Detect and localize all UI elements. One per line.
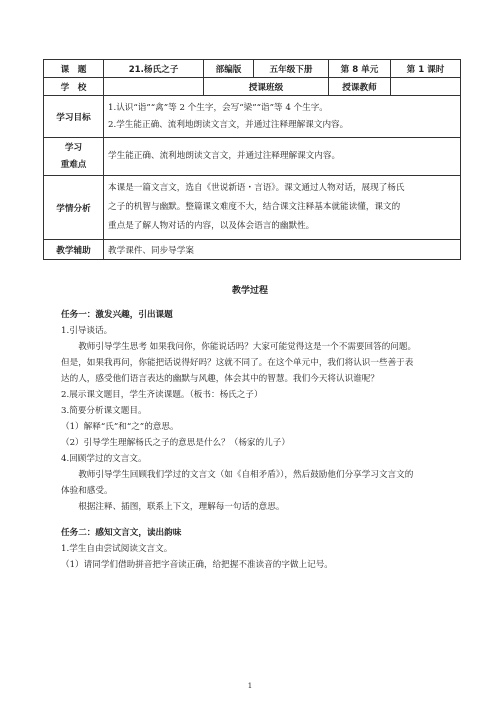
task1-line: 2.展示课文题目，学生齐读课题。（板书：杨氏之子） — [61, 390, 263, 400]
task1-line: 体验和感受。 — [61, 486, 113, 496]
focus-label — [44, 138, 104, 176]
focus-label-line1: 学习 — [64, 142, 83, 153]
task1-line: 4.回顾学过的文言文。 — [61, 454, 147, 464]
process-title: 教学过程 — [231, 286, 268, 296]
analysis-line: 本课是一篇文言文，选自《世说新语・言语》。课文通过人物对话，展现了杨氏 — [108, 183, 405, 193]
task2-title: 任务二：感知文言文，读出韵味 — [61, 528, 182, 538]
table-row — [44, 240, 461, 260]
task2-line: （1）请同学们借助拼音把字音读正确，给把握不准读音的字做上记号。 — [61, 560, 333, 570]
focus-label-line2: 重难点 — [60, 159, 87, 170]
task1-title: 任务一：激发兴趣，引出课题 — [61, 310, 173, 320]
focus-content: 学生能正确、流利地朗读文言文，并通过注释理解课文内容。 — [104, 138, 461, 176]
grade: 五年级下册 — [254, 60, 329, 78]
school-label: 学 校 — [44, 78, 104, 96]
analysis-content — [104, 176, 461, 240]
goals-label: 学习目标 — [44, 96, 104, 138]
goal-line: 2.学生能正确、流利地朗读文言文，并通过注释理解课文内容。 — [108, 119, 349, 130]
aids-label: 教学辅助 — [44, 240, 104, 260]
topic-value: 21.杨氏之子 — [104, 60, 204, 78]
task1-line: 教师引导学生思考 如果我问你，你能说话吗？大家可能觉得这是一个不需要回答的问题。 — [61, 342, 417, 352]
edition: 部编版 — [204, 60, 254, 78]
lesson-info-table — [43, 59, 461, 260]
task1-line: 达的人，感受他们语言表达的幽默与风趣，体会其中的智慧。我们今天将认识谁呢？ — [61, 374, 379, 384]
school-value — [104, 78, 204, 96]
table-row — [44, 78, 461, 96]
analysis-line: 重点是了解人物对话的内容，以及体会语言的幽默性。 — [108, 221, 315, 231]
task1-line: （1）解释“氏”和“之”的意思。 — [61, 422, 179, 432]
teacher-label: 授课教师 — [329, 78, 391, 96]
table-row — [44, 138, 461, 176]
goals-content — [104, 96, 461, 138]
task1-line: 根据注释、插图，联系上下文，理解每一句话的意思。 — [61, 502, 285, 512]
table-row — [44, 96, 461, 138]
period: 第 1 课时 — [391, 60, 461, 78]
task1-line: 教师引导学生回顾我们学过的文言文（如《自相矛盾》），然后鼓励他们分享学习文言文的 — [61, 470, 414, 480]
task2-line: 1.学生自由尝试阅读文言文。 — [61, 544, 173, 554]
class-label: 授课班级 — [204, 78, 329, 96]
task1-line: 3.简要分析课文题目。 — [61, 406, 147, 416]
teacher-value — [391, 78, 461, 96]
page-number: 1 — [247, 682, 253, 690]
topic-label: 课 题 — [44, 60, 104, 78]
table-row — [44, 176, 461, 240]
task1-line: 1.引导谈话。 — [61, 326, 113, 336]
analysis-line: 之子的机智与幽默。整篇课文难度不大，结合课文注释基本就能读懂，课文的 — [108, 202, 401, 212]
process-content — [61, 300, 461, 573]
task1-line: 但是，如果我再问，你能把话说得好吗？这就不同了。在这个单元中，我们将认识一些善于表 — [61, 358, 414, 368]
table-row — [44, 60, 461, 78]
analysis-label: 学情分析 — [44, 176, 104, 240]
goal-line: 1.认识“诣”“禽”等 2 个生字，会写“梁”“诣”等 4 个生字。 — [108, 102, 328, 113]
task1-line: （2）引导学生理解杨氏之子的意思是什么？（杨家的儿子） — [61, 438, 290, 448]
unit: 第 8 单元 — [329, 60, 391, 78]
aids-content: 教学课件、同步导学案 — [104, 240, 461, 260]
